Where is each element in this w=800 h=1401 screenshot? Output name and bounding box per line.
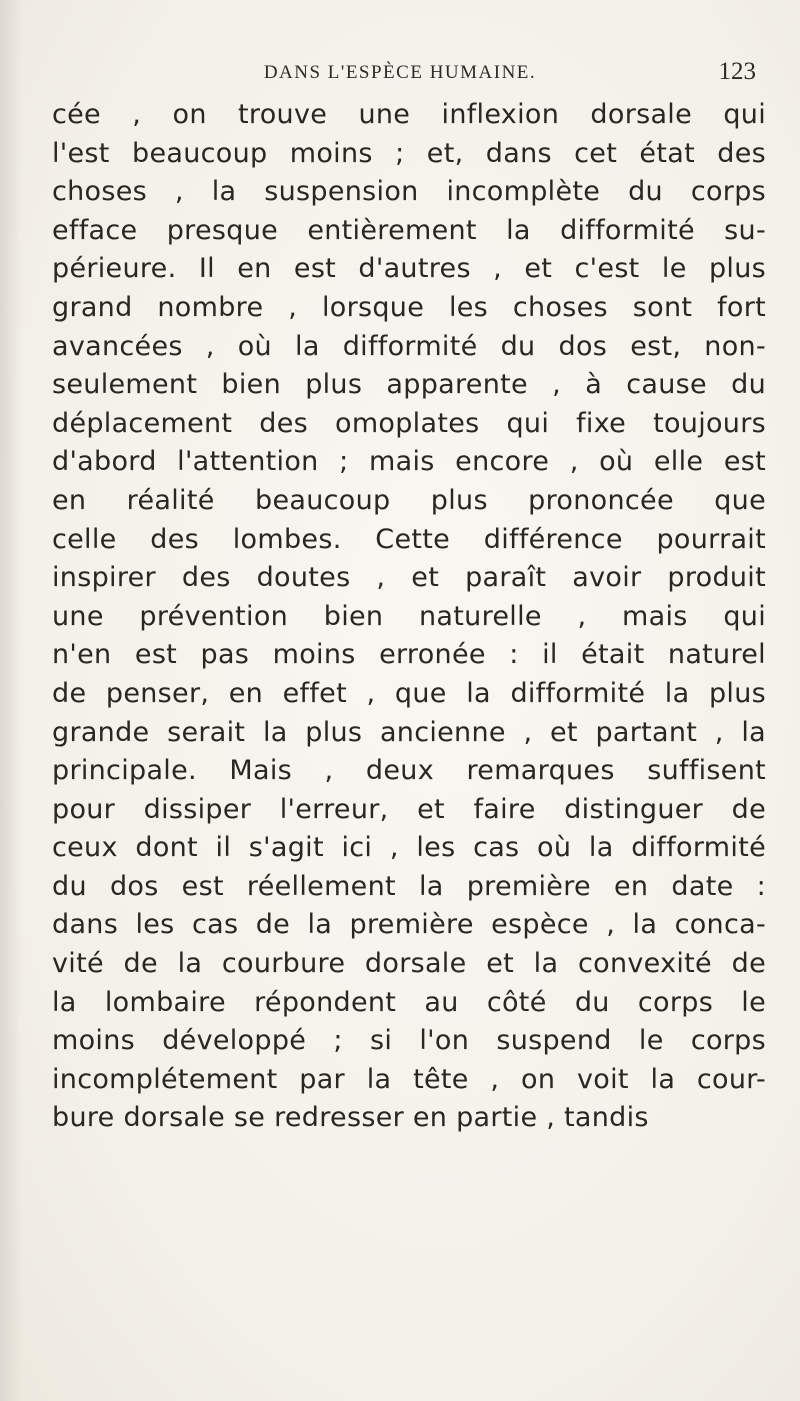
text-line: grande serait la plus ancienne , et partant , la (52, 716, 766, 748)
text-line: incomplétement par la tête , on voit la cour- (52, 1063, 766, 1095)
text-line: la lombaire répondent au côté du corps le (52, 986, 766, 1018)
text-line: périeure. Il en est d'autres , et c'est le plus (52, 253, 766, 285)
text-line: du dos est réellement la première en date : (52, 870, 766, 902)
text-line: principale. Mais , deux remarques suffisent (52, 755, 766, 787)
text-line: seulement bien plus apparente , à cause du (52, 369, 766, 401)
text-line: d'abord l'attention ; mais encore , où elle est (52, 446, 766, 478)
running-head (0, 58, 800, 94)
page-number: 123 (718, 58, 756, 85)
text-line: déplacement des omoplates qui fixe toujours (52, 407, 766, 439)
text-line: bure dorsale se redresser en partie , tandis (52, 1102, 649, 1134)
text-line: grand nombre , lorsque les choses sont fort (52, 291, 766, 323)
text-line: celle des lombes. Cette différence pourrait (52, 523, 766, 555)
text-line: n'en est pas moins erronée : il était naturel (52, 639, 766, 671)
text-line: vité de la courbure dorsale et la convexité de (52, 948, 766, 980)
running-title: DANS L'ESPÈCE HUMAINE. (263, 62, 537, 83)
text-line: l'est beaucoup moins ; et, dans cet état des (52, 137, 766, 169)
text-line: inspirer des doutes , et paraît avoir produit (52, 562, 766, 594)
body-text (52, 96, 766, 1138)
text-line: une prévention bien naturelle , mais qui (52, 600, 766, 632)
text-line: pour dissiper l'erreur, et faire distinguer de (52, 793, 766, 825)
text-line: moins développé ; si l'on suspend le corps (52, 1025, 766, 1057)
text-line: choses , la suspension incomplète du corps (52, 176, 766, 208)
text-line: cée , on trouve une inflexion dorsale qui (52, 99, 766, 130)
text-line: avancées , où la difformité du dos est, non- (52, 330, 766, 362)
text-line: en réalité beaucoup plus prononcée que (52, 484, 766, 516)
text-line: dans les cas de la première espèce , la conca- (52, 909, 766, 941)
page-gutter-shadow (0, 0, 22, 1401)
text-line: de penser, en effet , que la difformité la plus (52, 677, 766, 709)
text-line: efface presque entièrement la difformité su- (52, 214, 766, 246)
text-line: ceux dont il s'agit ici , les cas où la difformité (52, 832, 766, 864)
